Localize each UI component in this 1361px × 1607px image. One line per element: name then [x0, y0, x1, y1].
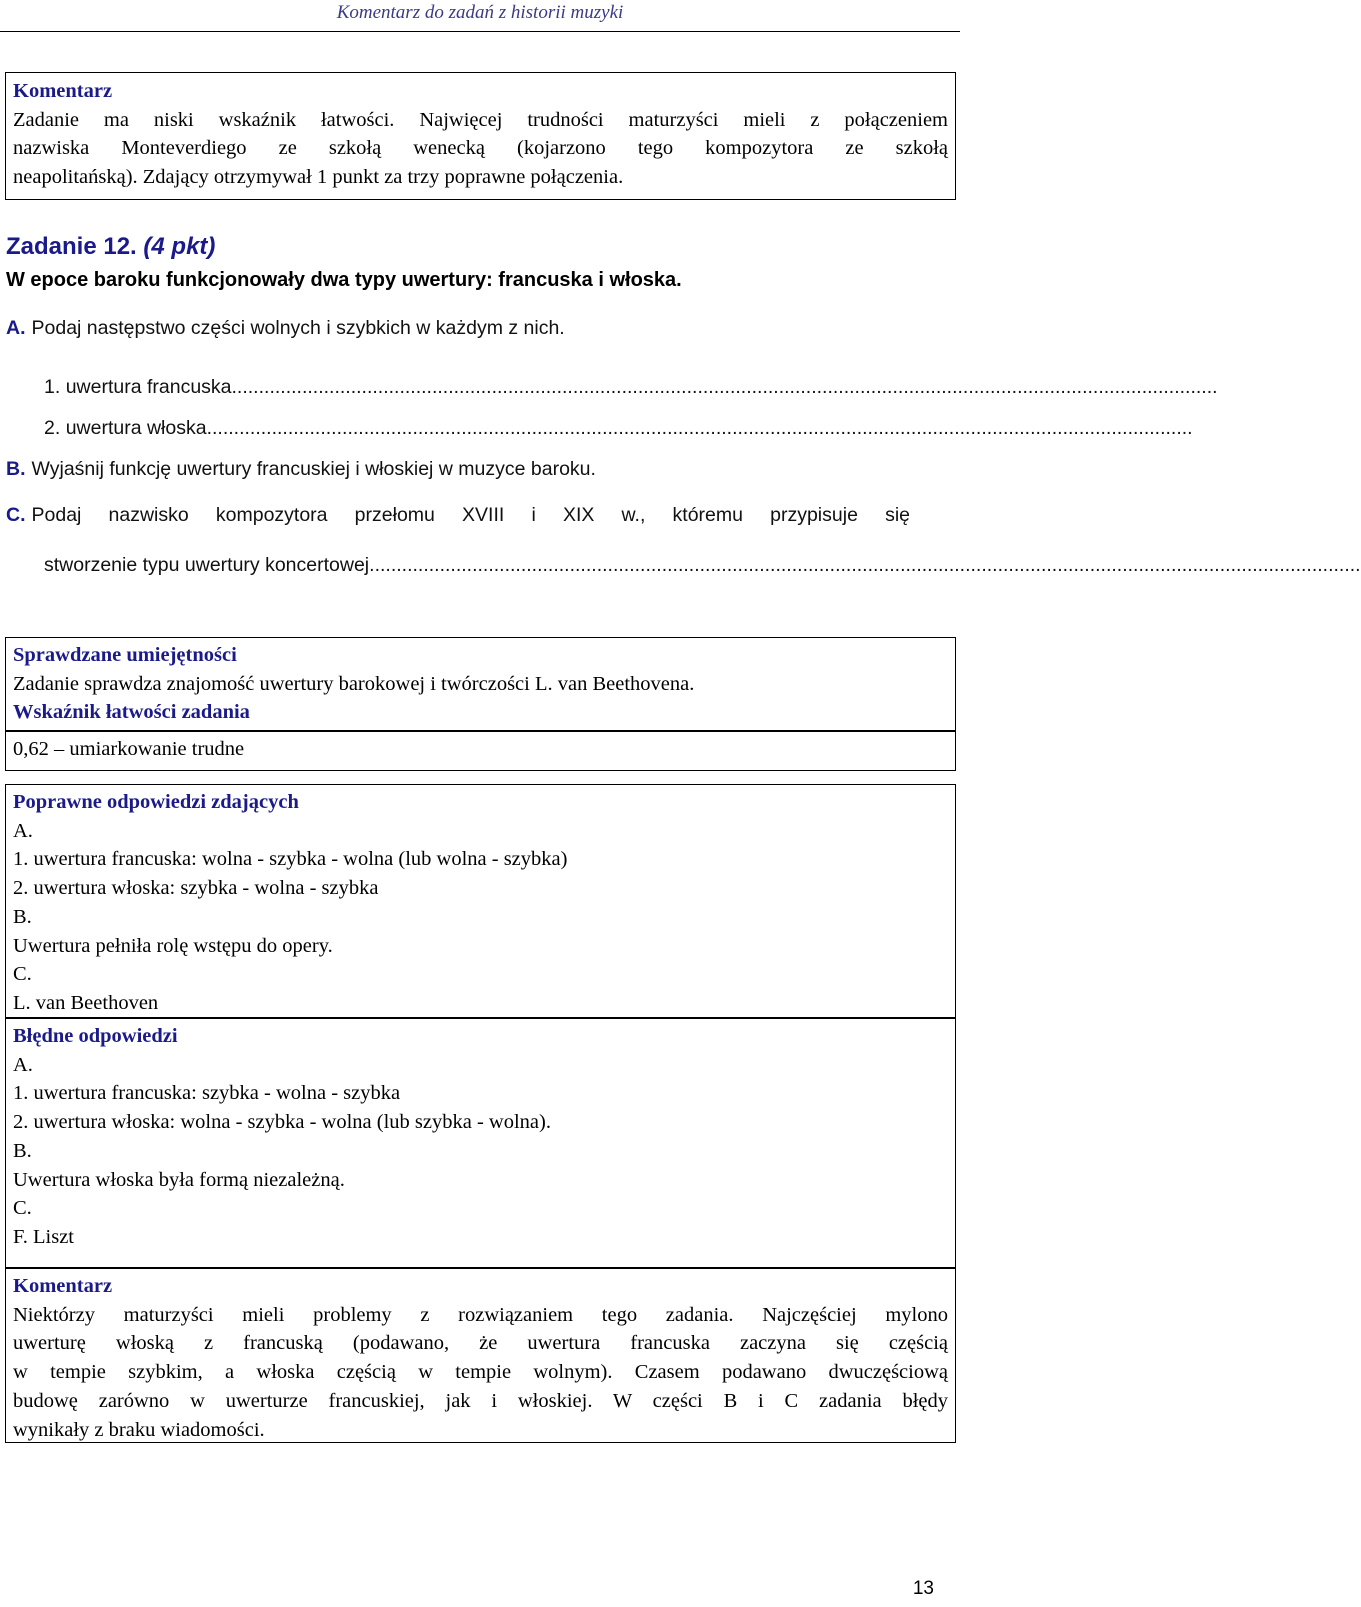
correct-line: 2. uwertura włoska: szybka - wolna - szybka [13, 877, 379, 900]
wrong-line: C. [13, 1197, 32, 1220]
index-value: 0,62 – umiarkowanie trudne [13, 738, 245, 760]
correct-line: 1. uwertura francuska: wolna - szybka - wolna (lub wolna - szybka) [13, 848, 568, 871]
running-header: Komentarz do zadań z historii muzyki [336, 2, 624, 23]
skills-box [5, 637, 956, 731]
correct-line: B. [13, 905, 32, 928]
question-c [6, 504, 910, 527]
comment-heading: Komentarz [13, 1275, 113, 1297]
task-points: (4 pkt) [143, 233, 216, 260]
answer-line-1-label: uwertura francuska [65, 376, 232, 398]
question-c-label: C. [6, 504, 26, 526]
header-rule [0, 31, 960, 32]
answer-line-2 [44, 417, 1193, 440]
correct-line: A. [13, 819, 33, 842]
comment-box-top [5, 72, 956, 200]
task-title [6, 233, 215, 261]
correct-answers-box [5, 784, 956, 1018]
answer-line-1 [44, 376, 1218, 399]
question-a-text: Podaj następstwo części wolnych i szybkich w każdym z nich. [31, 317, 565, 339]
question-c-answer-line [44, 554, 1361, 577]
answer-line-2-label: uwertura włoska [65, 417, 207, 439]
wrong-answers-box [5, 1018, 956, 1268]
comment-line: wynikały z braku wiadomości. [13, 1418, 265, 1441]
question-c-dots: ...................................................................................................................................................................................... [374, 554, 1361, 576]
comment-line: w tempie szybkim, a włoska częścią w tempie wolnym). Czasem podawano dwuczęściową [13, 1361, 948, 1384]
answer-line-1-number: 1. [44, 376, 61, 398]
wrong-line: A. [13, 1053, 33, 1076]
question-a-label: A. [6, 317, 26, 339]
question-b [6, 458, 596, 481]
skills-heading: Sprawdzane umiejętności [13, 644, 237, 666]
skills-text: Zadanie sprawdza znajomość uwertury barokowej i twórczości L. van Beethovena. [13, 672, 695, 695]
wrong-heading: Błędne odpowiedzi [13, 1025, 178, 1047]
correct-heading: Poprawne odpowiedzi zdających [13, 791, 299, 813]
task-number: Zadanie 12. [6, 233, 137, 260]
comment-box-bottom [5, 1268, 956, 1443]
comment-line: uwerturę włoską z francuską (podawano, że uwertura francuska zaczyna się częścią [13, 1332, 948, 1355]
question-c-text: Podaj nazwisko kompozytora przełomu XVIII i XIX w., któremu przypisuje się [31, 504, 910, 526]
index-box [5, 731, 956, 771]
wrong-line: Uwertura włoska była formą niezależną. [13, 1168, 345, 1191]
answer-line-2-number: 2. [44, 417, 61, 439]
comment-line: Zadanie ma niski wskaźnik łatwości. Najwięcej trudności maturzyści mieli z połączeniem [13, 108, 948, 131]
comment-line: budowę zarówno w uwerturze francuskiej, jak i włoskiej. W części B i C zadania błędy [13, 1389, 948, 1412]
question-a [6, 317, 565, 340]
wrong-line: F. Liszt [13, 1225, 74, 1248]
page-number: 13 [912, 1578, 934, 1599]
answer-line-1-dots: ...................................................................................................................................................................................... [231, 376, 1218, 398]
wrong-line: 1. uwertura francuska: szybka - wolna - szybka [13, 1082, 401, 1105]
correct-line: C. [13, 963, 32, 986]
comment-line: neapolitańską). Zdający otrzymywał 1 punkt za trzy poprawne połączenia. [13, 166, 624, 189]
task-intro: W epoce baroku funkcjonowały dwa typy uwertury: francuska i włoska. [6, 269, 682, 291]
index-heading: Wskaźnik łatwości zadania [13, 701, 250, 724]
question-b-text: Wyjaśnij funkcję uwertury francuskiej i włoskiej w muzyce baroku. [31, 458, 596, 480]
answer-line-2-dots: ...................................................................................................................................................................................... [206, 417, 1193, 439]
comment-line: nazwiska Monteverdiego ze szkołą wenecką (kojarzono tego kompozytora ze szkołą [13, 137, 948, 160]
question-b-label: B. [6, 458, 26, 480]
question-c-row [6, 504, 910, 527]
wrong-line: 2. uwertura włoska: wolna - szybka - wolna (lub szybka - wolna). [13, 1111, 551, 1134]
question-c-text-2: stworzenie typu uwertury koncertowej. [44, 554, 375, 576]
correct-line: L. van Beethoven [13, 991, 159, 1014]
comment-heading: Komentarz [13, 80, 113, 102]
wrong-line: B. [13, 1139, 32, 1162]
correct-line: Uwertura pełniła rolę wstępu do opery. [13, 934, 333, 957]
comment-line: Niektórzy maturzyści mieli problemy z rozwiązaniem tego zadania. Najczęściej mylono [13, 1303, 948, 1326]
